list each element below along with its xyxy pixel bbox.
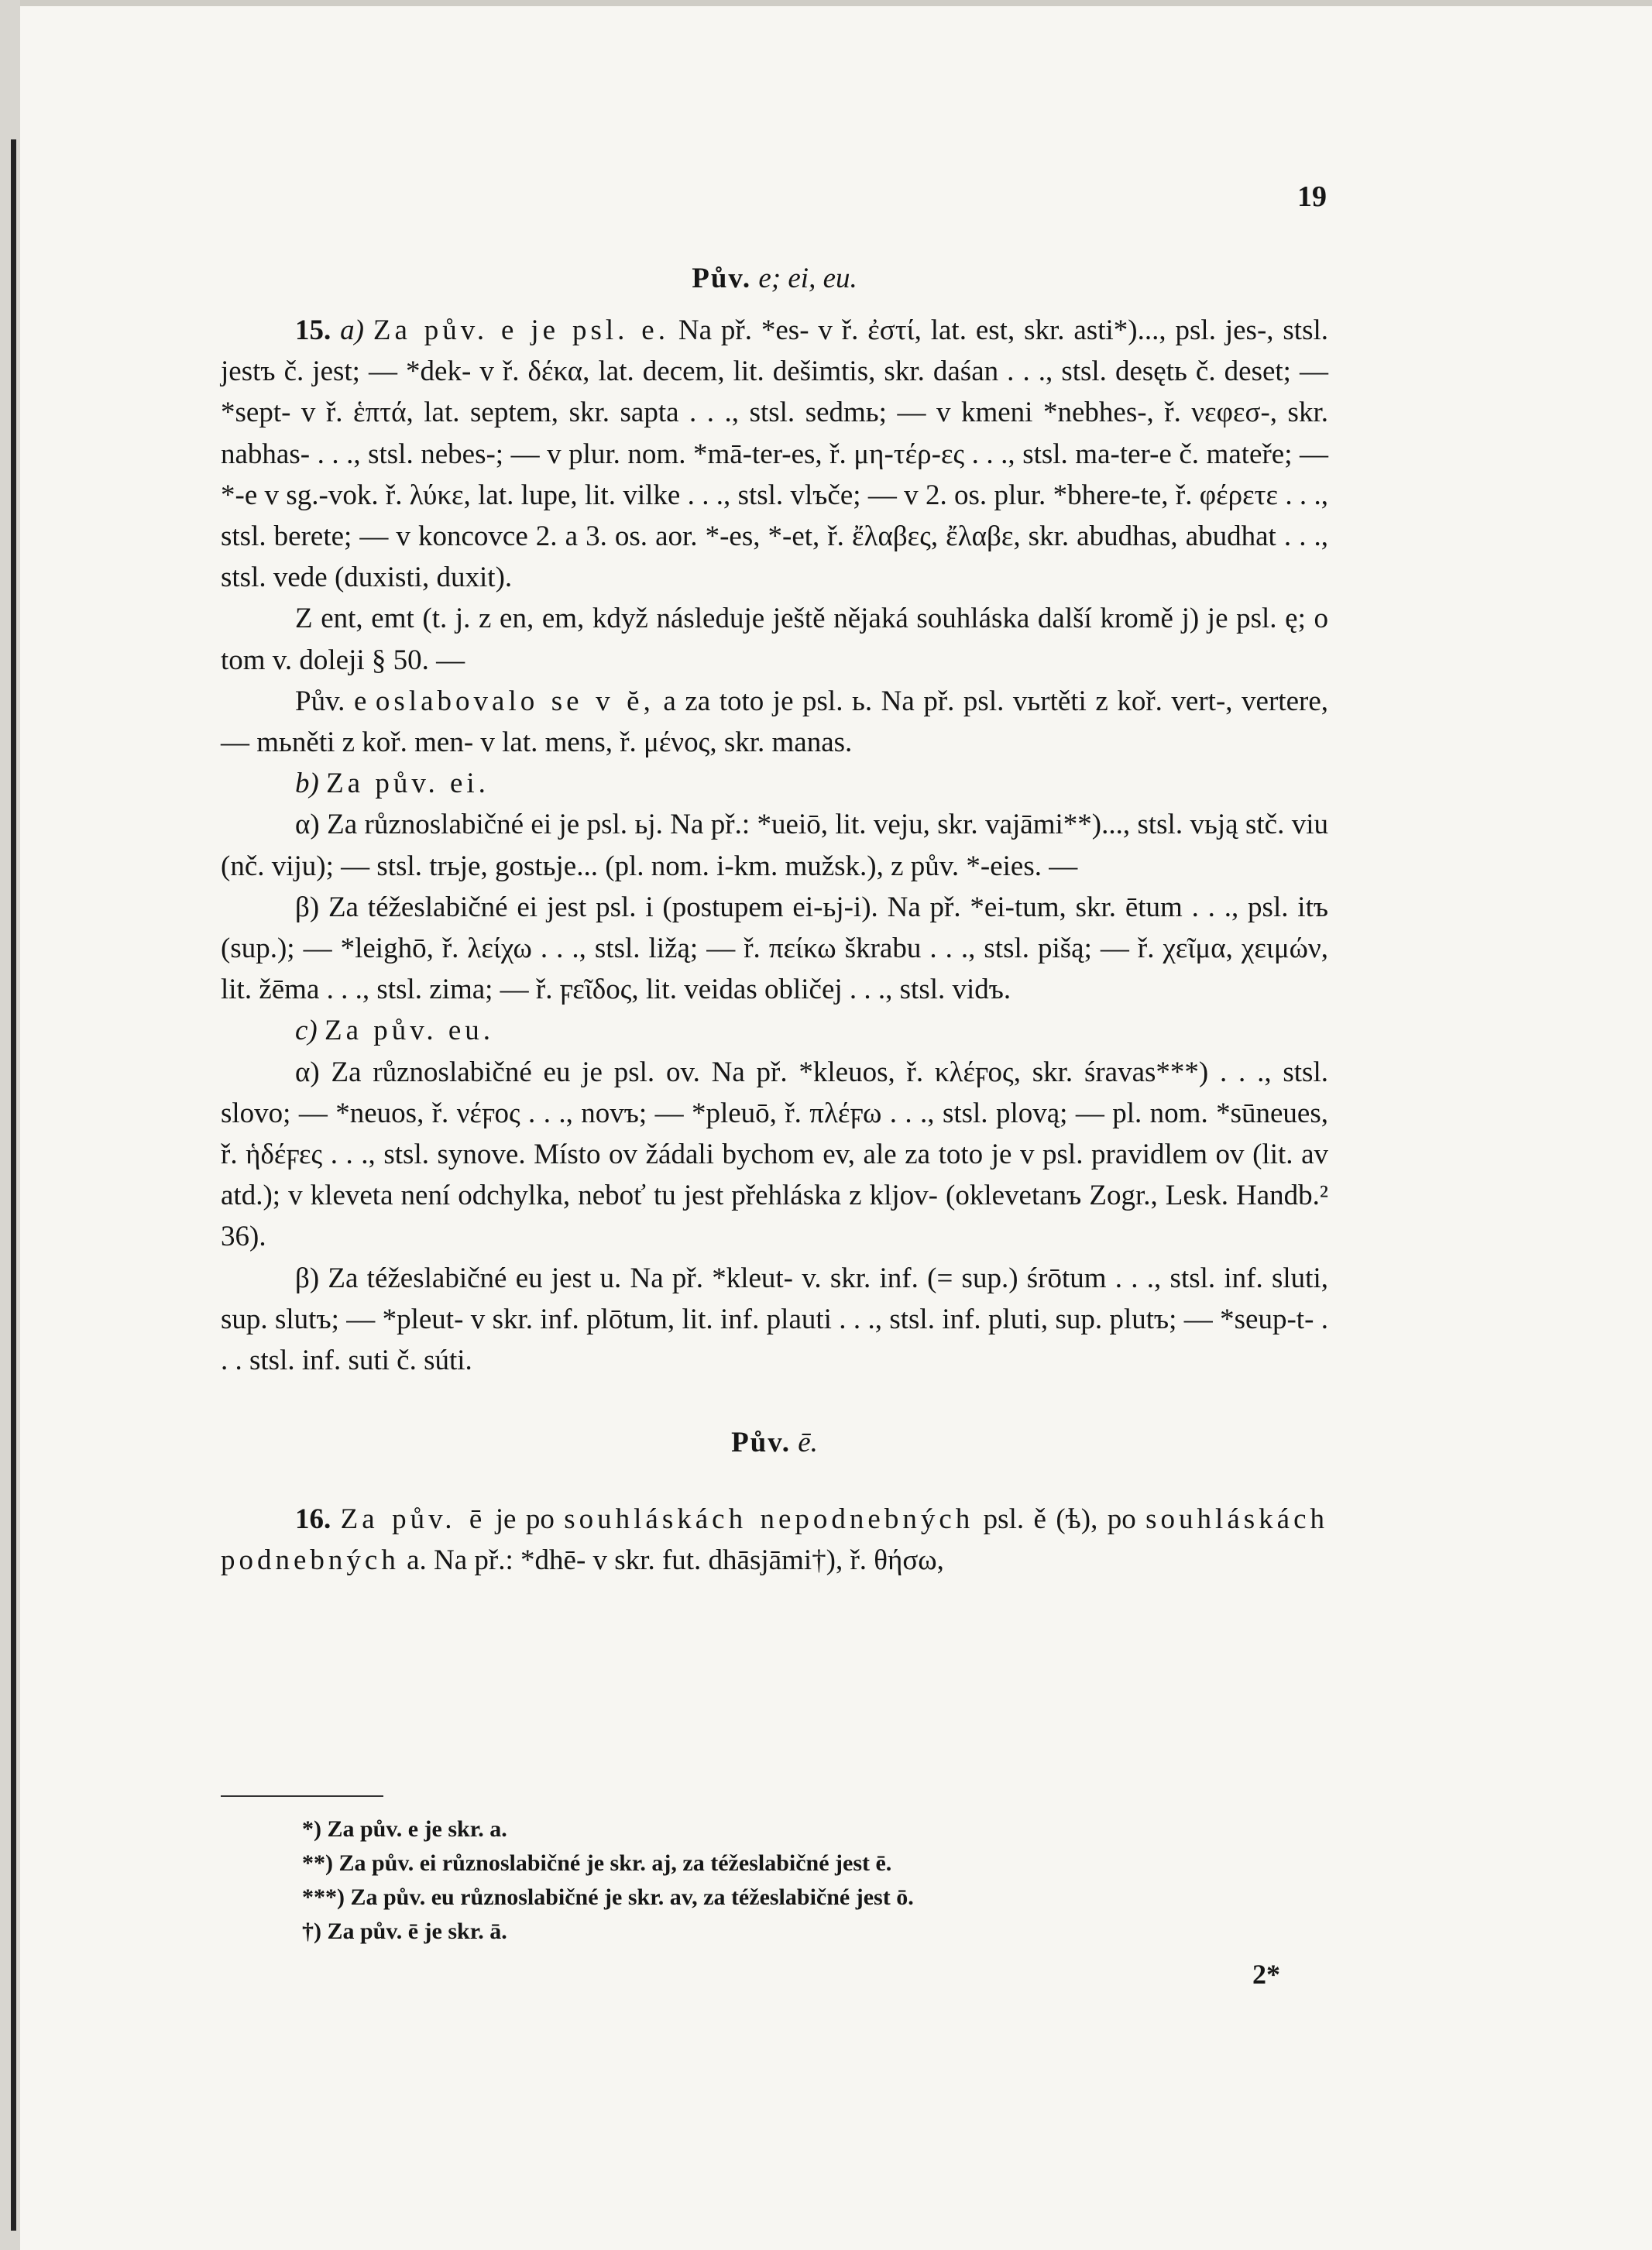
- s16-spaced-2: souhláskách nepodnebných: [564, 1503, 974, 1536]
- footnote: **) Za pův. ei různoslabičné je skr. aj, za téžeslabičné jest ē.: [302, 1850, 892, 1876]
- footnotes: [302, 1812, 1231, 1949]
- section-heading-e-long: [221, 1420, 1328, 1466]
- footnote: *) Za pův. e je skr. a.: [302, 1816, 507, 1842]
- heading-vowels: e; ei, eu.: [751, 263, 857, 294]
- subsection-b-heading: [221, 763, 1328, 804]
- page-top-edge: [0, 0, 1652, 6]
- label-a: a): [340, 314, 364, 346]
- label-c: c): [295, 1015, 318, 1047]
- subsection-c-heading: [221, 1010, 1328, 1051]
- section-number-16: 16.: [295, 1503, 331, 1536]
- paragraph-b-beta: β) Za téžeslabičné ei jest psl. i (postupem ei-ьj-i). Na př. *ei-tum, skr. ētum . . ., psl. itъ (sup.); — *leighō, ř. λείχω . . ., stsl. ližą; — ř. πείκω škrabu . . ., stsl. pišą; — ř. χεῖμα, χειμών, lit. žēma . . ., stsl. zima; — ř. ϝεῖδος, lit. veidas obličej . . ., stsl. vidъ.: [221, 891, 1328, 1006]
- page-body: [221, 256, 1328, 1582]
- c-title: Za pův. eu.: [325, 1015, 495, 1047]
- paragraph-16: [221, 1499, 1328, 1581]
- s16-spaced-3: souhláskách podnebných: [221, 1503, 1329, 1577]
- s16-mid: je po: [486, 1503, 565, 1536]
- b-title: Za pův. ei.: [326, 768, 489, 800]
- paragraph-b-alpha: α) Za různoslabičné ei je psl. ьj. Na př.: *ueiō, lit. veju, skr. vajāmi**)..., stsl. vьją stč. viu (nč. viju); — stsl. trьje, gostьje... (pl. nom. i-km. mužsk.), z pův. *-eies. —: [221, 809, 1328, 882]
- section-number-15: 15.: [295, 314, 331, 346]
- heading2-vowel: ē.: [790, 1427, 818, 1459]
- s16-spaced-1: Za pův. ē: [340, 1503, 486, 1536]
- label-b: b): [295, 768, 319, 800]
- paragraph-15a: [221, 310, 1328, 598]
- s16-mid2: psl. ě (ѣ), po: [974, 1503, 1146, 1536]
- page-number: 19: [1297, 180, 1327, 213]
- paragraph-oslabovalo: [221, 681, 1328, 763]
- footnote: †) Za pův. ē je skr. ā.: [302, 1919, 507, 1944]
- signature-mark: 2*: [1252, 1959, 1280, 1990]
- heading-label: Pův.: [692, 263, 752, 294]
- text-15a: Na př. *es- v ř. ἐστί, lat. est, skr. asti*)..., psl. jes-, stsl. jestъ č. jest; — *dek- v ř. δέκα, lat. decem, lit. dešimtis, skr. daśan . . ., stsl. desętь č. deset; — *sept- v ř. ἑπτά, lat. septem, skr. sapta . . ., stsl. sedmь; — v kmeni *nebhes-, ř. νεφεσ-, skr. nabhas- . . ., stsl. nebes-; — v plur. nom. *mā-ter-es, ř. μη-τέρ-ες . . ., stsl. ma-ter-e č. mateře; — *-e v sg.-vok. ř. λύκε, lat. lupe, lit. vilke . . ., stsl. vlъče; — v 2. os. plur. *bhere-te, ř. φέρετε . . ., stsl. berete; — v koncovce 2. a 3. os. aor. *-es, *-et, ř. ἔλαβες, ἔλαβε, skr. abudhas, abudhat . . ., stsl. vede (duxisti, duxit).: [221, 314, 1329, 594]
- paragraph-c-alpha: α) Za různoslabičné eu je psl. ov. Na př. *kleuos, ř. κλέϝος, skr. śravas***) . . ., stsl. slovo; — *neuos, ř. νέϝος . . ., novъ; — *pleuō, ř. πλέϝω . . ., stsl. plovą; — pl. nom. *sūneues, ř. ἡδέϝες . . ., stsl. synove. Místo ov žádali bychom ev, ale za toto je v psl. pravidlem ov (lit. av atd.); v kleveta není odchylka, neboť tu jest přehláska z kljov- (oklevetanъ Zogr., Lesk. Handb.² 36).: [221, 1056, 1328, 1253]
- s16-rest: a. Na př.: *dhē- v skr. fut. dhāsjāmi†), ř. θήσω,: [399, 1544, 944, 1577]
- paragraph-c-beta: β) Za téžeslabičné eu jest u. Na př. *kleut- v. skr. inf. (= sup.) śrōtum . . ., stsl. inf. sluti, sup. slutъ; — *pleut- v skr. inf. plōtum, lit. inf. plauti . . ., stsl. inf. pluti, sup. plutъ; — *seup-t- . . . stsl. inf. suti č. súti.: [221, 1262, 1328, 1377]
- section-heading-e-ei-eu: [221, 256, 1328, 302]
- paragraph-ent-emt: Z ent, emt (t. j. z en, em, když následuje ještě nějaká souhláska další kromě j) je psl. ę; o tom v. doleji § 50. —: [221, 603, 1328, 676]
- oslab-start: Pův. e: [295, 685, 376, 717]
- heading2-label: Pův.: [731, 1427, 791, 1459]
- binding-shadow: [11, 139, 16, 2231]
- footnote-rule: [221, 1795, 383, 1797]
- oslab-rest: a za toto je psl. ь. Na př. psl. vьrtěti z koř. vert-, vertere, — mьněti z koř. men- v lat. mens, ř. μένος, skr. manas.: [221, 685, 1328, 759]
- footnote: ***) Za pův. eu různoslabičné je skr. av, za téžeslabičné jest ō.: [302, 1884, 914, 1910]
- intro-15a: Za pův. e je psl. e.: [373, 314, 669, 346]
- scan-binding-edge: [0, 0, 20, 2250]
- oslab-spaced: oslabovalo se v ĕ,: [375, 685, 654, 717]
